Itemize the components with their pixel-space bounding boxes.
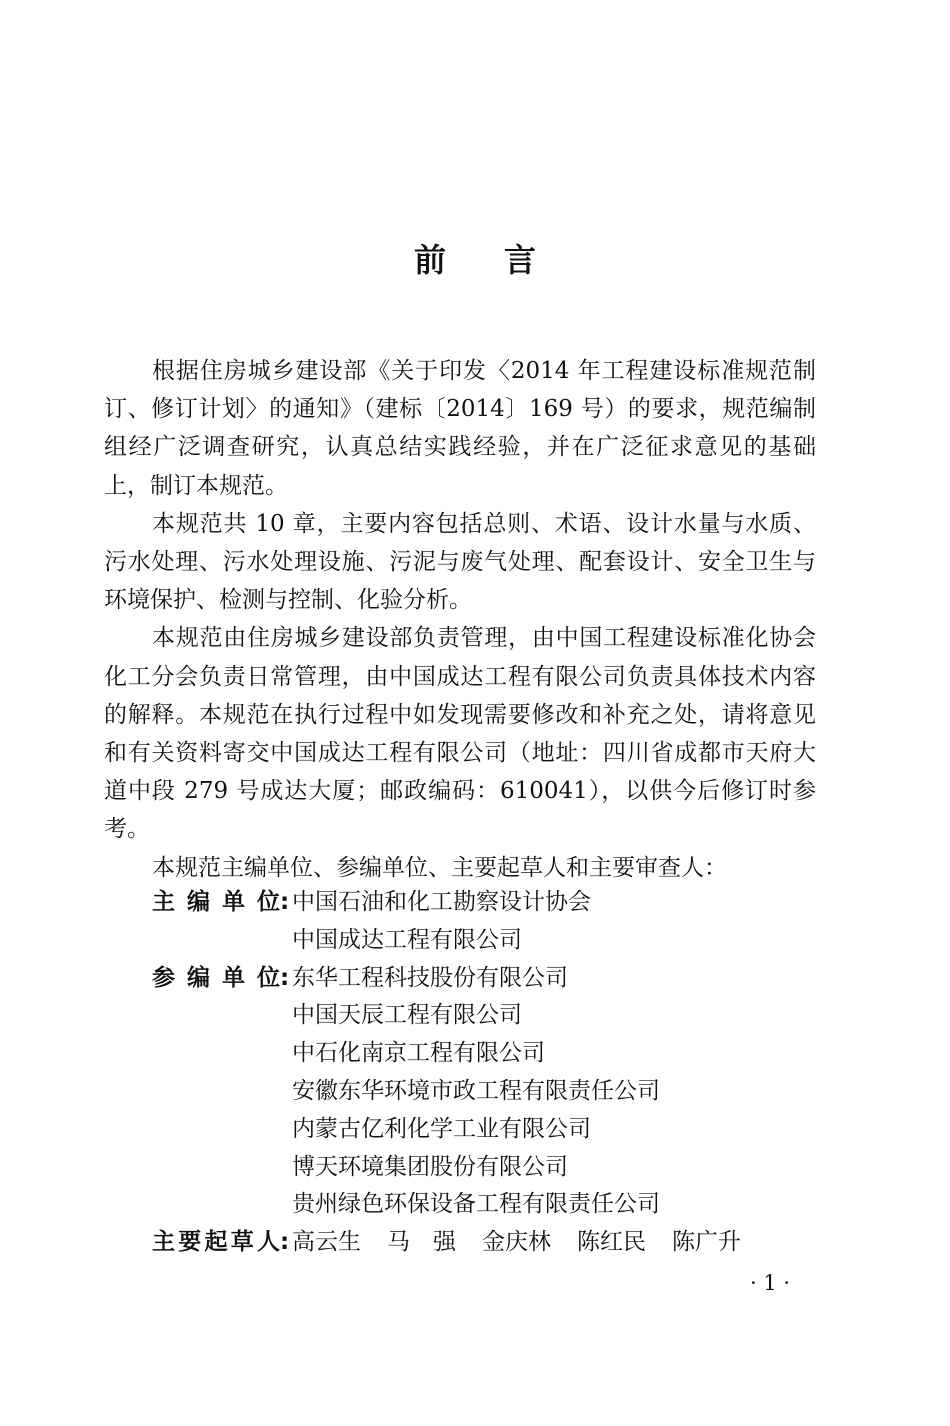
participating-unit: 贵州绿色环保设备工程有限责任公司 <box>292 1191 660 1218</box>
chief-editor-row <box>104 884 816 960</box>
preface-paragraph-3: 本规范由住房城乡建设部负责管理，由中国工程建设标准化协会化工分会负责日常管理，由中国成达工程有限公司负责具体技术内容的解释。本规范在执行过程中如发现需要修改和补充之处，请将意见和有关资料寄交中国成达工程有限公司（地址：四川省成都市天府大道中段 279 号成达大厦；邮政编码：610041），以供今后修订时参考。 <box>104 625 816 843</box>
preface-paragraph-4: 本规范主编单位、参编单位、主要起草人和主要审查人： <box>152 854 727 881</box>
participating-unit: 内蒙古亿利化学工业有限公司 <box>292 1115 591 1142</box>
participating-units-label: 参 编 单 位 : <box>104 960 292 998</box>
drafter-name: 陈红民 <box>577 1229 646 1256</box>
preface-body <box>104 352 816 887</box>
drafters-label-text: 主 要 起 草 人 <box>152 1229 280 1256</box>
drafter-name: 陈广升 <box>672 1229 741 1256</box>
participating-unit: 中石化南京工程有限公司 <box>292 1040 545 1067</box>
participating-unit: 东华工程科技股份有限公司 <box>292 964 568 991</box>
participating-unit: 安徽东华环境市政工程有限责任公司 <box>292 1077 660 1104</box>
drafter-name: 马 强 <box>387 1229 456 1256</box>
drafters-list <box>292 1224 816 1262</box>
chief-editor-label-text: 主 编 单 位 <box>152 889 280 915</box>
participating-units-row <box>104 960 816 1225</box>
page-number: · 1 · <box>749 1271 791 1295</box>
chief-editor-unit: 中国成达工程有限公司 <box>292 926 522 953</box>
page-title: 前言 <box>413 241 594 279</box>
chief-editor-label: 主 编 单 位 : <box>104 884 292 922</box>
drafters-row <box>104 1224 816 1262</box>
drafter-name: 金庆林 <box>482 1229 551 1256</box>
drafters-label: 主 要 起 草 人 : <box>104 1224 292 1262</box>
chief-editor-unit: 中国石油和化工勘察设计协会 <box>292 889 591 915</box>
chief-editor-units <box>292 884 816 960</box>
participating-units-list <box>292 960 816 1225</box>
participating-unit: 中国天辰工程有限公司 <box>292 1002 522 1029</box>
participating-units-label-text: 参 编 单 位 <box>152 964 280 991</box>
drafter-name: 高云生 <box>292 1229 361 1256</box>
preface-paragraph-2: 本规范共 10 章，主要内容包括总则、术语、设计水量与水质、污水处理、污水处理设施、污泥与废气处理、配套设计、安全卫生与环境保护、检测与控制、化验分析。 <box>104 510 816 614</box>
participating-unit: 博天环境集团股份有限公司 <box>292 1153 568 1180</box>
preface-paragraph-1: 根据住房城乡建设部《关于印发〈2014 年工程建设标准规范制订、修订计划〉的通知》（建标〔2014〕169 号）的要求，规范编制组经广泛调查研究，认真总结实践经验，并在广泛征求意见的基础上，制订本规范。 <box>104 358 816 499</box>
contributor-roster <box>104 884 816 1262</box>
